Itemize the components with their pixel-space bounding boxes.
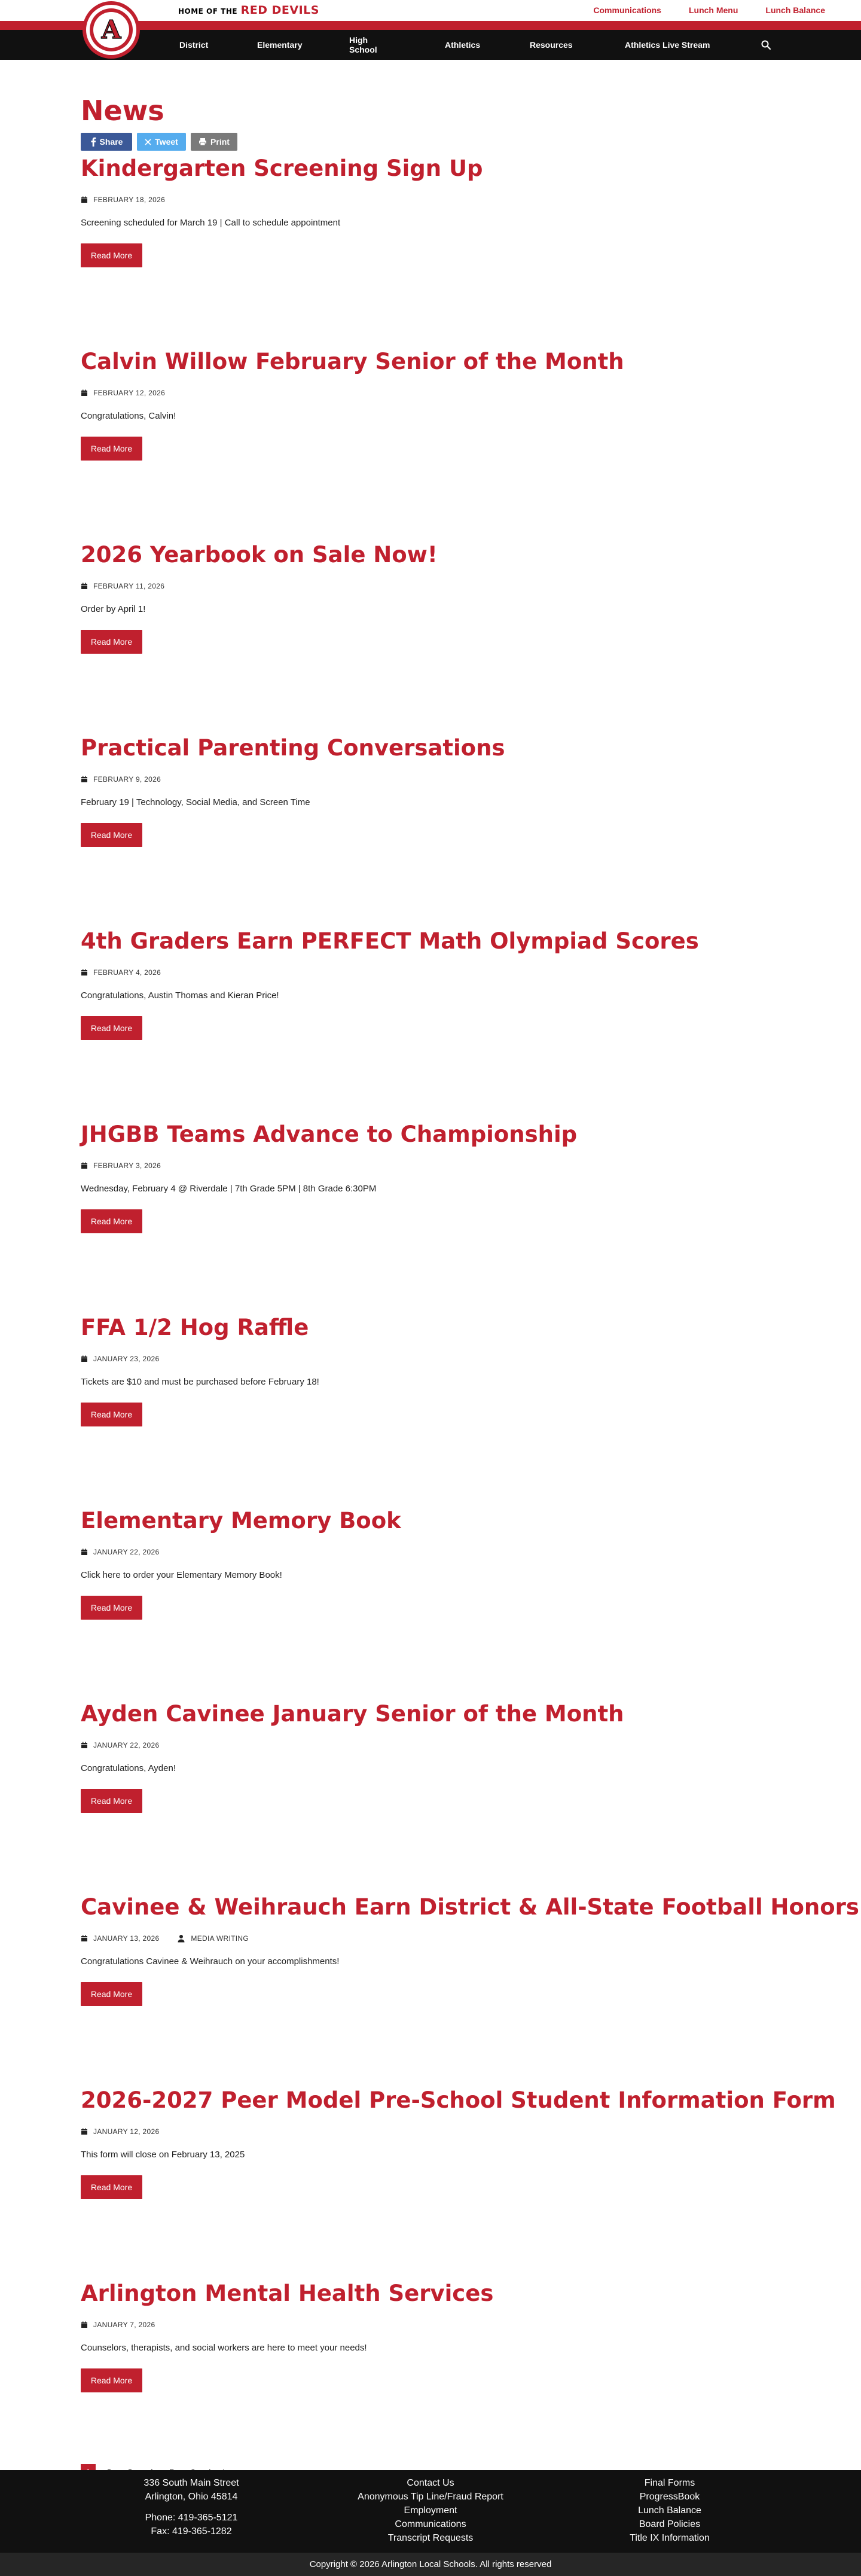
calendar-icon (81, 1742, 88, 1749)
post-title[interactable]: 2026 Yearbook on Sale Now! (81, 542, 438, 568)
footer-address-line2: Arlington, Ohio 45814 (145, 2492, 238, 2502)
page-title: News (81, 94, 164, 127)
school-logo[interactable] (81, 0, 141, 60)
calendar-icon (81, 2128, 88, 2135)
search-icon[interactable] (761, 39, 771, 50)
post-excerpt: Congratulations, Calvin! (81, 411, 176, 421)
news-post (81, 348, 789, 537)
post-excerpt: Congratulations Cavinee & Weihrauch on your accomplishments! (81, 1956, 340, 1967)
post-date: JANUARY 22, 2026 (93, 1548, 160, 1556)
footer-link-transcript-requests[interactable]: Transcript Requests (387, 2533, 474, 2543)
read-more-button[interactable]: Read More (81, 437, 142, 461)
news-post (81, 2280, 789, 2469)
calendar-icon (81, 1162, 88, 1169)
calendar-icon (81, 583, 88, 590)
facebook-icon (90, 137, 96, 147)
top-link-lunch-balance[interactable]: Lunch Balance (765, 5, 825, 15)
calendar-icon (81, 1355, 88, 1362)
post-excerpt: Order by April 1! (81, 604, 146, 614)
top-link-communications[interactable]: Communications (593, 5, 661, 15)
read-more-button[interactable]: Read More (81, 243, 142, 267)
read-more-button[interactable]: Read More (81, 1403, 142, 1426)
post-list (81, 155, 859, 2469)
nav-district[interactable]: District (179, 40, 209, 50)
post-title[interactable]: 2026-2027 Peer Model Pre-School Student Information Form (81, 2087, 836, 2113)
facebook-share-button[interactable] (81, 133, 132, 151)
post-date: JANUARY 23, 2026 (93, 1355, 160, 1363)
post-excerpt: Counselors, therapists, and social workers are here to meet your needs! (81, 2343, 367, 2353)
post-meta (81, 1740, 789, 1751)
post-meta (81, 194, 789, 205)
footer-link-title-ix[interactable]: Title IX Information (630, 2533, 710, 2543)
nav-elementary[interactable]: Elementary (257, 40, 303, 50)
post-excerpt: Congratulations, Ayden! (81, 1763, 176, 1773)
news-post (81, 2087, 836, 2276)
nav-resources[interactable]: Resources (530, 40, 573, 50)
top-links (593, 5, 825, 15)
footer-link-communications[interactable]: Communications (395, 2519, 466, 2529)
news-post (81, 1507, 789, 1696)
print-label: Print (210, 137, 230, 147)
post-title[interactable]: Calvin Willow February Senior of the Month (81, 349, 624, 374)
post-meta (81, 2319, 789, 2330)
copyright: Copyright © 2026 Arlington Local Schools. All rights reserved (0, 2553, 861, 2576)
read-more-button[interactable]: Read More (81, 1209, 142, 1233)
post-excerpt: February 19 | Technology, Social Media, and Screen Time (81, 797, 310, 807)
post-title[interactable]: Arlington Mental Health Services (81, 2281, 494, 2306)
news-post (81, 1700, 789, 1889)
read-more-button[interactable]: Read More (81, 1596, 142, 1620)
printer-icon (199, 138, 207, 146)
read-more-button[interactable]: Read More (81, 1789, 142, 1813)
post-title[interactable]: Kindergarten Screening Sign Up (81, 156, 483, 181)
post-date: JANUARY 22, 2026 (93, 1741, 160, 1749)
post-date: FEBRUARY 9, 2026 (93, 775, 161, 784)
post-meta (81, 774, 789, 785)
news-post (81, 1314, 789, 1503)
post-meta (81, 1933, 789, 1944)
nav-athletics-live-stream[interactable]: Athletics Live Stream (625, 40, 710, 50)
footer-link-lunch-balance[interactable]: Lunch Balance (638, 2505, 701, 2516)
x-tweet-button[interactable] (137, 133, 186, 151)
post-date: FEBRUARY 4, 2026 (93, 968, 161, 977)
tagline (178, 4, 319, 17)
footer-phone: Phone: 419-365-5121 (145, 2513, 238, 2523)
share-row (81, 133, 789, 151)
facebook-share-label: Share (99, 137, 123, 147)
post-excerpt: Wednesday, February 4 @ Riverdale | 7th Grade 5PM | 8th Grade 6:30PM (81, 1184, 377, 1194)
news-post (81, 1894, 859, 2083)
read-more-button[interactable]: Read More (81, 2368, 142, 2392)
post-meta (81, 967, 789, 978)
calendar-icon (81, 969, 88, 976)
tweet-label: Tweet (155, 137, 178, 147)
news-post (81, 734, 789, 923)
x-icon (145, 139, 151, 145)
print-button[interactable] (191, 133, 237, 151)
post-meta (81, 1353, 789, 1364)
post-date: JANUARY 12, 2026 (93, 2127, 160, 2136)
calendar-icon (81, 196, 88, 203)
post-date: JANUARY 13, 2026 (93, 1934, 160, 1943)
calendar-icon (81, 389, 88, 397)
footer-address-line1: 336 South Main Street (144, 2478, 239, 2488)
post-title[interactable]: FFA 1/2 Hog Raffle (81, 1315, 309, 1340)
read-more-button[interactable]: Read More (81, 1016, 142, 1040)
read-more-button[interactable]: Read More (81, 2175, 142, 2199)
footer-links-right (598, 2476, 741, 2545)
post-date: FEBRUARY 3, 2026 (93, 1162, 161, 1170)
read-more-button[interactable]: Read More (81, 823, 142, 847)
post-excerpt: Congratulations, Austin Thomas and Kieran Price! (81, 990, 279, 1001)
post-author[interactable]: MEDIA WRITING (191, 1934, 249, 1943)
post-meta (81, 1160, 789, 1171)
post-title[interactable]: Ayden Cavinee January Senior of the Month (81, 1701, 624, 1727)
news-post (81, 541, 789, 730)
post-title[interactable]: Cavinee & Weihrauch Earn District & All-State Football Honors (81, 1894, 859, 1920)
logo-letter: A (101, 15, 121, 44)
footer-link-contact-us[interactable]: Contact Us (407, 2478, 454, 2488)
main-content (0, 60, 861, 2480)
footer-link-tip-line[interactable]: Anonymous Tip Line/Fraud Report (358, 2492, 503, 2502)
user-icon (177, 1934, 185, 1943)
nav-athletics[interactable]: Athletics (445, 40, 481, 50)
news-post (81, 155, 789, 344)
read-more-button[interactable]: Read More (81, 630, 142, 654)
tagline-big: RED DEVILS (240, 4, 319, 17)
post-meta (81, 388, 789, 398)
footer-link-board-policies[interactable]: Board Policies (639, 2519, 701, 2529)
post-date: FEBRUARY 11, 2026 (93, 582, 165, 590)
post-excerpt: Click here to order your Elementary Memory Book! (81, 1570, 282, 1580)
footer-fax: Fax: 419-365-1282 (151, 2526, 232, 2537)
nav-high-school[interactable]: High School (349, 35, 377, 54)
top-link-lunch-menu[interactable]: Lunch Menu (688, 5, 738, 15)
post-excerpt: Tickets are $10 and must be purchased before February 18! (81, 1377, 319, 1387)
calendar-icon (81, 1935, 88, 1942)
footer-links-middle (335, 2476, 526, 2545)
post-title[interactable]: Elementary Memory Book (81, 1508, 401, 1534)
post-excerpt: This form will close on February 13, 2025 (81, 2150, 245, 2160)
post-title[interactable]: 4th Graders Earn PERFECT Math Olympiad Scores (81, 928, 699, 954)
read-more-button[interactable]: Read More (81, 1982, 142, 2006)
post-title[interactable]: JHGBB Teams Advance to Championship (81, 1121, 578, 1147)
post-title[interactable]: Practical Parenting Conversations (81, 735, 505, 761)
calendar-icon (81, 2321, 88, 2328)
post-date: JANUARY 7, 2026 (93, 2321, 155, 2329)
footer (0, 2470, 861, 2576)
post-meta (81, 1547, 789, 1557)
news-post (81, 1121, 789, 1310)
post-excerpt: Screening scheduled for March 19 | Call to schedule appointment (81, 218, 341, 228)
tagline-small: HOME OF THE (178, 7, 238, 16)
post-date: FEBRUARY 18, 2026 (93, 196, 166, 204)
calendar-icon (81, 1548, 88, 1556)
post-meta (81, 581, 789, 592)
news-post (81, 928, 789, 1117)
footer-link-final-forms[interactable]: Final Forms (644, 2478, 695, 2488)
footer-link-employment[interactable]: Employment (404, 2505, 457, 2516)
calendar-icon (81, 776, 88, 783)
post-meta (81, 2126, 789, 2137)
post-date: FEBRUARY 12, 2026 (93, 389, 166, 397)
footer-link-progressbook[interactable]: ProgressBook (639, 2492, 700, 2502)
footer-address (120, 2476, 263, 2538)
